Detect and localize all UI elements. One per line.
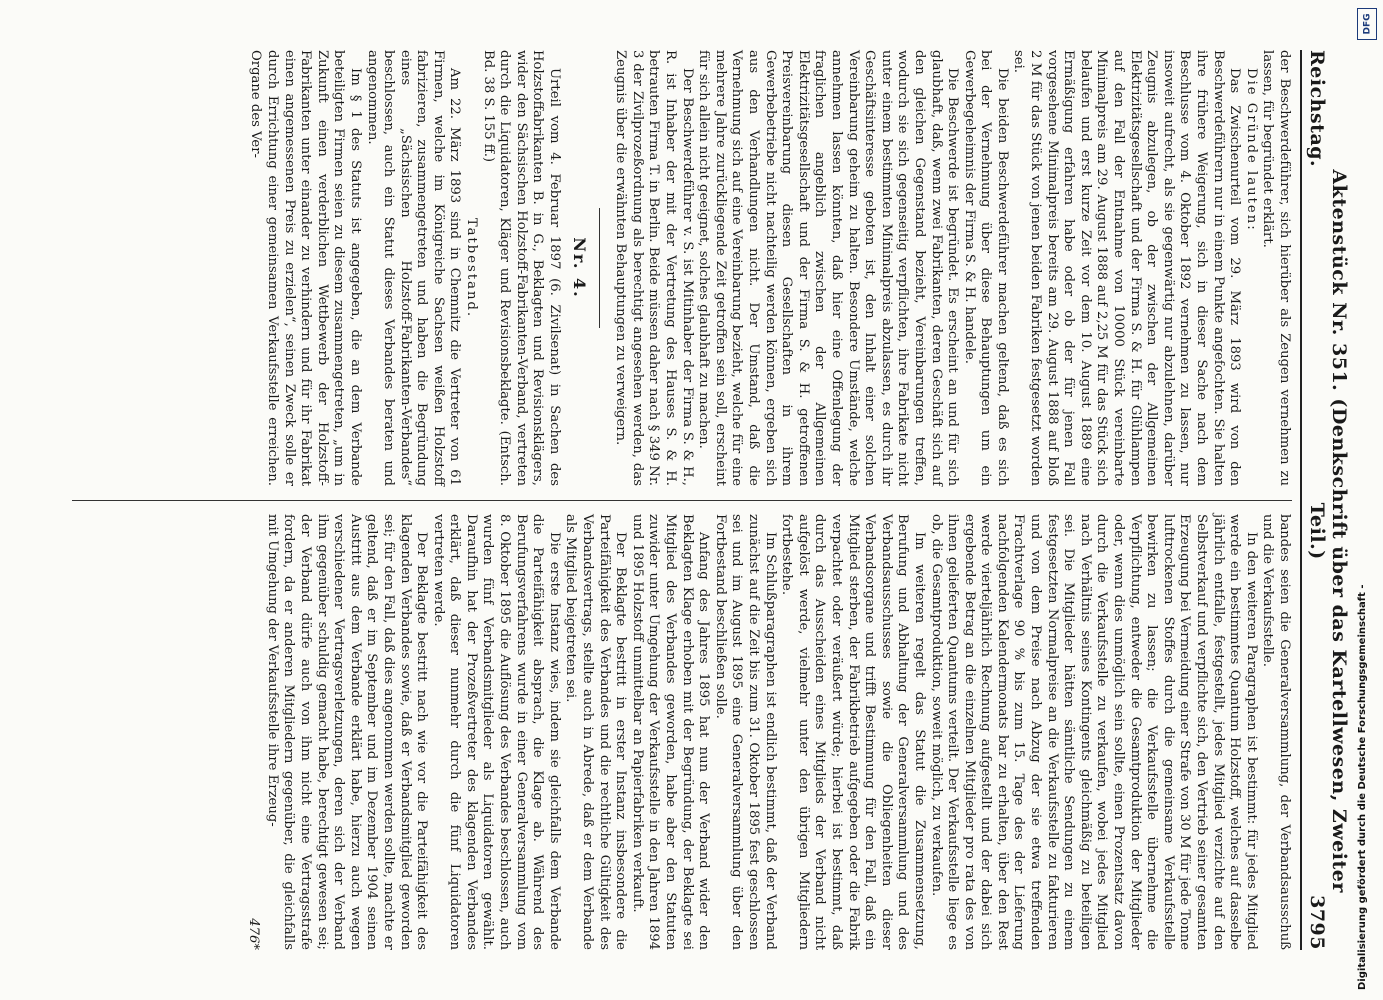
text-columns: [72, 50, 1292, 950]
paragraph: Die beiden Beschwerdeführer machen geltend, daß es sich bei der Vernehmung über diese Behauptungen um ein Gewerbegeheimnis der Firma S. & H. handele.: [961, 50, 1010, 486]
paragraph: Im Schlußparagraphen ist endlich bestimmt, daß der Verband zunächst auf die Zeit bis zum 31. Oktober 1895 fest geschlossen sei und im August 1895 eine Generalversammlung über den Fortbestand beschließen solle.: [712, 514, 778, 950]
dfg-logo: [1357, 8, 1377, 40]
paragraph: der Beschwerdeführer, sich hierüber als Zeugen vernehmen zu lassen, für begründet erklärt.: [1260, 50, 1292, 486]
signature-mark: 476*: [246, 918, 262, 950]
paragraph: Anfang des Jahres 1895 hat nun der Verband wider den Beklagten Klage erhoben mit der Begründung, der Beklagte sei Mitglied des Verbandes geworden, habe aber den Statuten zuwider unter Umgehung der Verkaufsstelle in den Jahren 1894 und 1895 Holzstoff unmittelbar an Papierfabriken verkauft.: [629, 514, 712, 950]
paragraph: Der Beschwerdeführer v. S. ist Mitinhaber der Firma S. & H., R. ist Inhaber der mit der Vertretung des Hauses S. & H. betrauten Firma T. in Berlin. Beide müssen daher nach § 349 Nr. 3 der Zivilprozeßordnung als berechtigt angesehen werden, das Zeugnis über die erwähnten Behauptungen zu verweigern.: [613, 50, 695, 486]
running-title-left: Reichstag.: [1306, 50, 1328, 168]
subheading: Tatbestand.: [464, 217, 480, 319]
paragraph: In den weiteren Paragraphen ist bestimmt: für jedes Mitglied werde ein bestimmtes Quantum Holzstoff, welches auf dasselbe jährlich entfalle, festgestellt, jedes Mitglied verzichte auf den Selbstverkauf und verpflichte sich, den Vertrieb seiner gesamten Erzeugung bei Vermeidung einer Strafe von 30 M für jede Tonne lufttrockenen Stoffes durch die gemeinsame Verkaufsstelle bewirken zu lassen; die Verkaufsstelle übernehme die Verpflichtung, entweder die Gesamtproduktion der Mitglieder oder, wenn dies unmöglich sein sollte, einen Prozentsatz davon durch die Verkaufsstelle zu verkaufen, wobei jedes Mitglied nach Verhältnis seines Kontingents gleichmäßig zu beteiligen sei. Die Mitglieder hätten sämtliche Sendungen zu einem festgesetzten Normalpreise an die Verkaufsstelle zu fakturieren und von dem Preise nach Abzug der sie etwa treffenden Frachtverlage 90 % bis zum 15. Tage des der Lieferung nachfolgenden Kalendermonats bar zu erhalten, über den Rest werde vierteljährlich Rechnung aufgestellt und der dabei sich ergebende Betrag an die einzelnen Mitglieder pro rata des von ihnen gelieferten Quantums verteilt. Der Verkaufsstelle liege es ob, die Gesamtproduktion, soweit möglich, zu verkaufen.: [928, 514, 1259, 950]
paragraph: Im weiteren regelt das Statut die Zusammensetzung, Berufung und Abhaltung der Generalversammlung und des Verbandsausschusses sowie die Obliegenheiten dieser Verbandsorgane und trifft Bestimmung für den Fall, daß ein Mitglied sterben, der Fabrikbetrieb aufgegeben oder die Fabrik verpachtet oder veräußert würde; hierbei ist bestimmt, daß durch das Ausscheiden eines Mitglieds der Verband nicht aufgelöst werde, vielmehr unter den übrigen Mitgliedern fortbestehe.: [779, 514, 927, 950]
right-column: [72, 514, 1292, 950]
paragraph: Der Beklagte bestritt in erster Instanz insbesondere die Parteifähigkeit des Verbandes und die rechtliche Gültigkeit des Verbandsvertrags, stellte auch in Abrede, daß er dem Verbande als Mitglied beigetreten sei.: [563, 514, 629, 950]
paragraph: Der Beklagte bestritt nach wie vor die Parteifähigkeit des klagenden Verbandes sowie, daß er Verbandsmitglied geworden sei; für den Fall, daß dies angenommen werden sollte, machte er geltend, daß er im September und im Dezember 1904 seinen Austritt aus dem Verbande erklärt habe, hierzu auch wegen verschiedener Vertragsverletzungen, deren sich der Verband ihm gegenüber schuldig gemacht habe, berechtigt gewesen sei; der Verband dürfe auch von ihm nicht eine Vertragsstrafe fordern, da er anderen Mitgliedern gegenüber, die gleichfalls mit Umgehung der Verkaufsstelle ihre Erzeug-: [264, 514, 430, 950]
credit-text: Digitalisierung gefördert durch die Deutsche Forschungsgemeinschaft -: [1357, 584, 1368, 990]
paragraph: Die Gründe lauten:: [1243, 68, 1259, 232]
paragraph: Die Beschwerde ist begründet. Es erscheint an und für sich glaubhaft, daß, wenn zwei Fabrikanten, deren Geschäft sich auf den gleichen Gegenstand bezieht, Vereinbarungen treffen, wodurch sie sich gegenseitig verpflichten, ihre Fabrikate nicht unter einem bestimmten Minimalpreis abzulassen, es durch ihr Geschäftsinteresse geboten ist, den Inhalt einer solchen Vereinbarung geheim zu halten. Besondere Umstände, welche annehmen lassen könnten, daß hier eine Offenlegung der fraglichen angeblich zwischen der Allgemeinen Elektrizitätsgesellschaft und der Firma S. & H. getroffenen Preisvereinbarung diesen Gesellschaften in ihrem Gewerbebetriebe nicht nachteilig werden können, ergeben sich aus den Verhandlungen nicht. Der Umstand, daß die Vernehmung sich auf eine Vereinbarung bezieht, welche für eine mehrere Jahre zurückliegende Zeit getroffen sein soll, erscheint für sich allein nicht geeignet, solches glaubhaft zu machen.: [696, 50, 961, 486]
running-title-center: Aktenstück Nr. 351. (Denkschrift über das Kartellwesen, Zweiter Teil.): [1306, 169, 1350, 893]
page-number: 3795: [1306, 895, 1328, 950]
digitization-credit: [1353, 10, 1379, 990]
paragraph: Die erste Instanz wies, indem sie gleichfalls dem Verbande die Parteifähigkeit absprach, die Klage ab. Während des Berufungsverfahrens wurde in einer Generalversammlung vom 8. Oktober 1895 die Auflösung des Verbandes beschlossen, auch wurden fünf Verbandsmitglieder als Liquidatoren gewählt. Daraufhin hat der Prozeßvertreter des klagenden Verbandes erklärt, daß dieser nunmehr durch die fünf Liquidatoren vertreten werde.: [430, 514, 562, 950]
section-title: Nr. 4.: [569, 237, 589, 299]
page-header: [1300, 50, 1350, 950]
section-divider: [599, 208, 600, 328]
paragraph: Das Zwischenurteil vom 29. März 1893 wird von den Beschwerdeführern nur in einem Punkte angefochten. Sie halten ihre frühere Weigerung, sich in dieser Sache nach dem Beschlusse vom 4. Oktober 1892 vernehmen zu lassen, nur insoweit aufrecht, als sie gegenwärtig nur abzulehnen, darüber Zeugnis abzulegen, ob der zwischen der Allgemeinen Elektrizitätsgesellschaft und der Firma S. & H. für Glühlampen auf den Fall der Entnahme von 10000 Stück vereinbarte Minimalpreis am 29. August 1888 auf 2,25 M für das Stück sich belaufen und erst kurze Zeit vor dem 10. August 1889 eine Ermäßigung erfahren habe oder ob der für jenen Fall vorgesehene Minimalpreis bereits am 29. August 1888 auf bloß 2 M für das Stück von jenen beiden Fabriken festgesetzt worden sei.: [1011, 50, 1243, 486]
paragraph: Im § 1 des Statuts ist angegeben, die an dem Verbande beteiligten Firmen seien zu diesem zusammengetreten, „um in Zukunft einen verderblichen Wettbewerb der Holzstoff-Fabrikanten unter einander zu verhindern und für ihr Fabrikat einen angemessenen Preis zu erzielen“, seinen Zweck solle er durch Errichtung einer gemeinsamen Verkaufsstelle erreichen. Organe des Ver-: [248, 50, 363, 486]
document-page: [64, 50, 1350, 950]
left-column: [72, 50, 1292, 486]
column-divider: [72, 500, 1292, 501]
paragraph: bandes seien die Generalversammlung, der Verbandsausschuß und die Verkaufsstelle.: [1260, 514, 1292, 950]
paragraph: Urteil vom 4. Februar 1897 (6. Zivilsenat) in Sachen des Holzstoffabrikanten B. in G., Beklagten und Revisionsklägers, wider den Sächsischen Holzstoff-Fabrikanten-Verband, vertreten durch die Liquidatoren, Kläger und Revisionsbeklagte. (Entsch. Bd. 38 S. 155 ff.): [480, 50, 563, 486]
paragraph: Am 22. März 1893 sind in Chemnitz die Vertreter von 61 Firmen, welche im Königreiche Sachsen weißen Holzstoff fabrizieren, zusammengetreten und haben die Begründung eines „Sächsischen Holzstoff-Fabrikanten-Verbandes“ beschlossen, auch ein Statut dieses Verbandes beraten und angenommen.: [364, 50, 463, 486]
dfg-logo-text: DFG: [1362, 13, 1373, 35]
